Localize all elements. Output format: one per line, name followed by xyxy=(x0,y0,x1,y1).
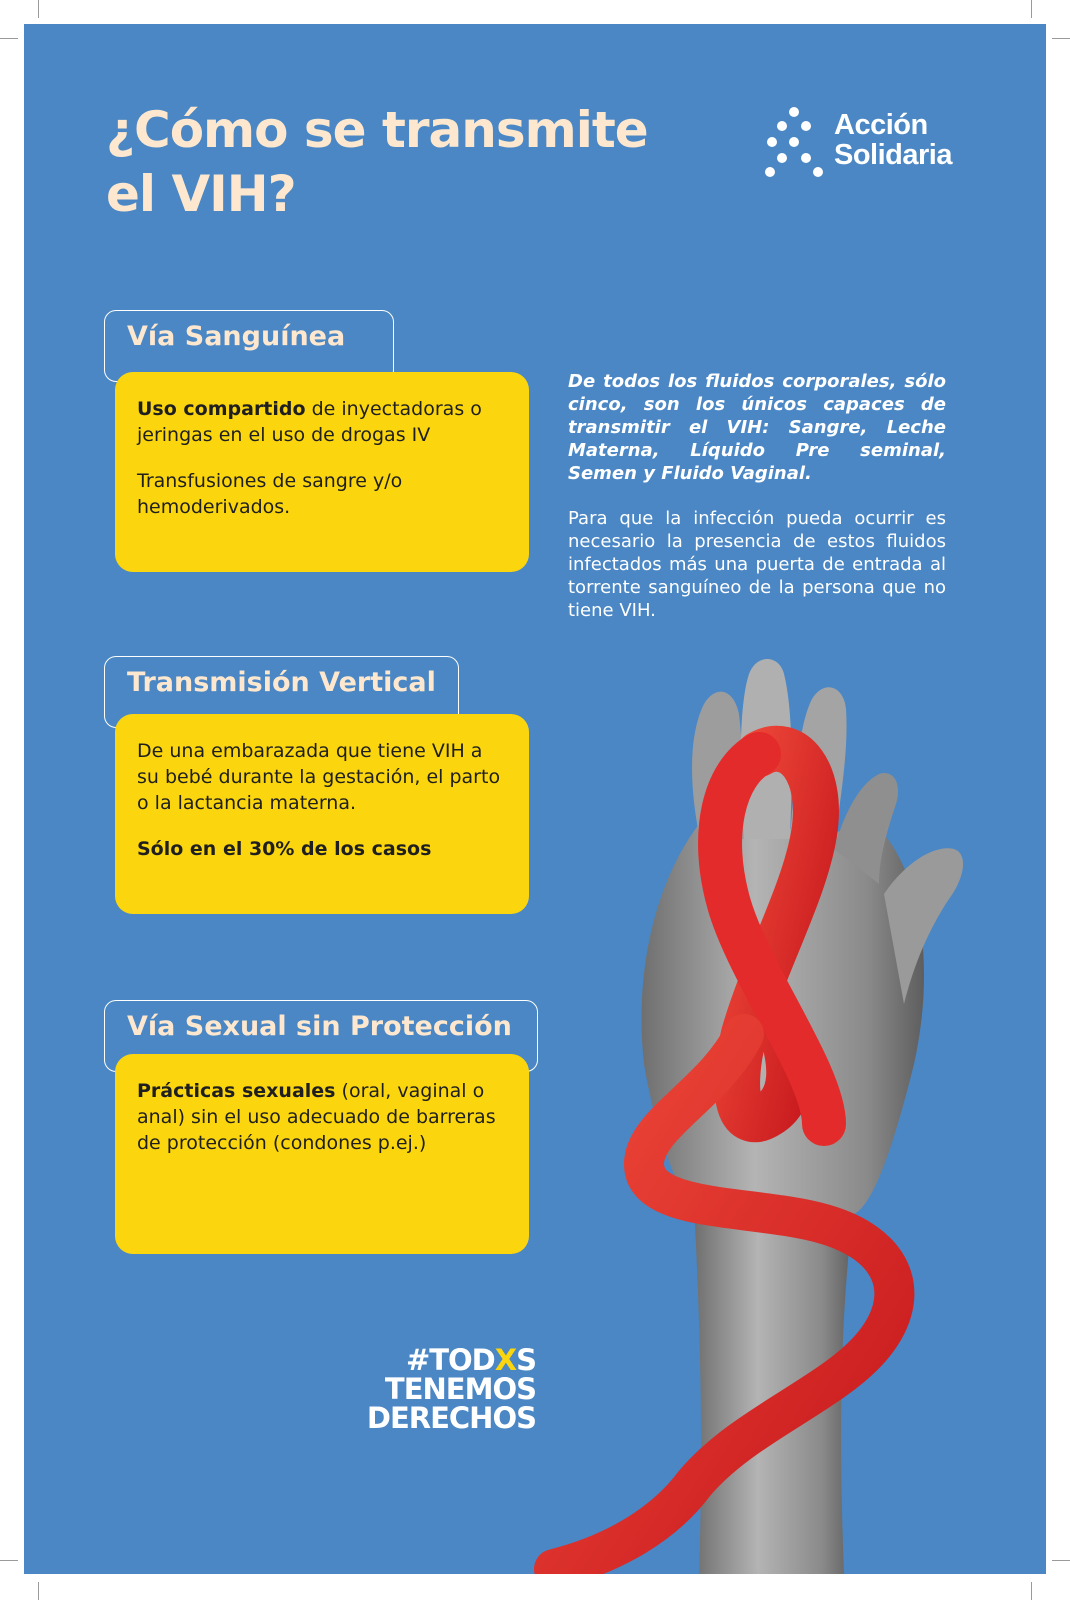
info-emphasis: De todos los fluidos corporales, sólo cinco, son los únicos capaces de transmitir el VIH: Sangre, Leche Materna, Líquido Pre seminal, Semen y Fluido Vaginal. xyxy=(568,371,946,484)
card-paragraph: De una embarazada que tiene VIH a su bebé durante la gestación, el parto o la lactancia materna. xyxy=(137,740,501,814)
card-paragraph xyxy=(137,836,507,862)
card-paragraph: Transfusiones de sangre y/o hemoderivados. xyxy=(137,470,403,518)
hashtag-line-1 xyxy=(336,1343,536,1377)
logo-line-1: Acción xyxy=(834,109,928,141)
card-text: (oral, vaginal o anal) sin el uso adecuado de barreras de protección (condones p.ej.) xyxy=(137,1080,496,1154)
crop-mark xyxy=(38,0,39,18)
card-transmision-vertical xyxy=(115,714,529,914)
hashtag-text: S xyxy=(516,1343,536,1377)
crop-mark xyxy=(0,1560,18,1561)
info-body: Para que la infección pueda ocurrir es necesario la presencia de estos fluidos infectados más una puerta de entrada al torrente sanguíneo de la persona que no tiene VIH. xyxy=(568,508,946,621)
card-paragraph xyxy=(137,396,507,448)
hashtag-line-3: DERECHOS xyxy=(366,1401,536,1435)
card-bold-text: Uso compartido xyxy=(137,398,306,420)
title-line-2: el VIH? xyxy=(106,165,296,223)
section-heading-text: Vía Sexual sin Protección xyxy=(127,1011,512,1042)
accion-solidaria-logo xyxy=(764,104,984,180)
hashtag-x: X xyxy=(494,1343,517,1377)
card-via-sanguinea xyxy=(115,372,529,572)
section-heading-text: Vía Sanguínea xyxy=(127,321,346,352)
crop-mark xyxy=(0,38,18,39)
info-text xyxy=(568,370,946,622)
card-bold-text: Sólo en el 30% de los casos xyxy=(137,838,432,860)
section-heading-text: Transmisión Vertical xyxy=(127,667,436,698)
logo-text xyxy=(834,110,952,170)
poster xyxy=(24,24,1046,1574)
card-text: de inyectadoras o jeringas en el uso de drogas IV xyxy=(137,398,482,446)
title-line-1: ¿Cómo se transmite xyxy=(106,101,648,159)
crop-mark xyxy=(1052,38,1070,39)
crop-mark xyxy=(1052,1560,1070,1561)
hashtag-todxs-tenemos-derechos xyxy=(336,1343,536,1435)
logo-line-2: Solidaria xyxy=(834,139,952,171)
poster-title xyxy=(106,98,706,226)
card-paragraph xyxy=(137,1078,507,1156)
logo-dots-icon xyxy=(764,104,824,180)
hand-with-red-ribbon-image xyxy=(494,644,1046,1574)
hashtag-text: #TOD xyxy=(405,1343,495,1377)
crop-mark xyxy=(38,1582,39,1600)
card-via-sexual xyxy=(115,1054,529,1254)
crop-mark xyxy=(1031,1582,1032,1600)
card-bold-text: Prácticas sexuales xyxy=(137,1080,336,1102)
crop-mark xyxy=(1031,0,1032,18)
hashtag-line-2: TENEMOS xyxy=(384,1372,536,1406)
